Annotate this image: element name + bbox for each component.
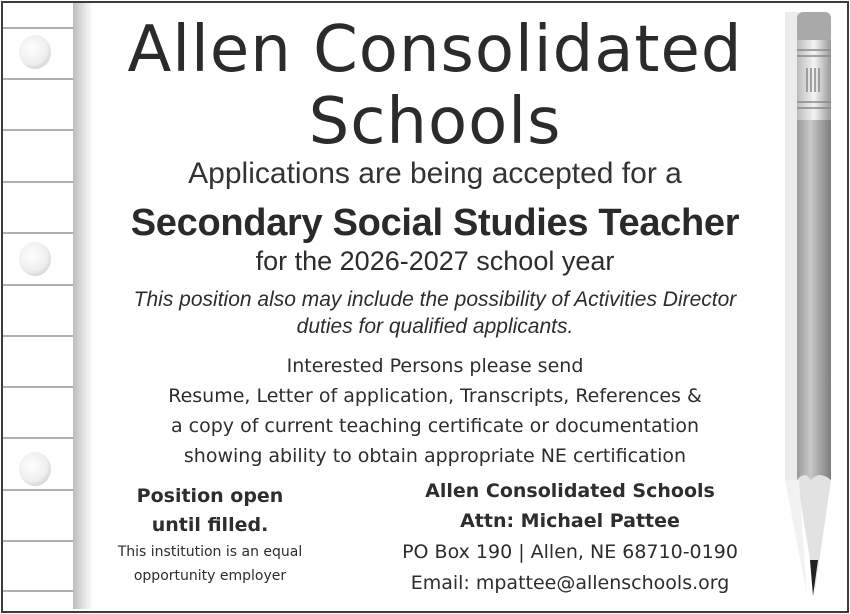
note-line2: duties for qualified applicants. [296,315,574,338]
binder-hole-icon [19,242,51,276]
contact-address: PO Box 190 | Allen, NE 68710-0190 [402,541,738,563]
send-line4: showing ability to obtain appropriate NE certification [183,445,687,467]
binder-hole-icon [19,35,51,69]
contact-attn: Attn: Michael Pattee [460,510,680,532]
eoe-line1: This institution is an equal [117,544,303,560]
note-line1: This position also may include the possibility of Activities Director [133,288,737,311]
send-line2: Resume, Letter of application, Transcripts, References & [168,385,702,407]
contact-email[interactable]: Email: mpattee@allenschools.org [410,572,730,594]
title-line2: Schools [308,85,562,159]
binder-hole-icon [19,452,51,486]
pencil-icon [785,10,833,600]
send-line1: Interested Persons please send [286,355,584,377]
position-open-line1: Position open [136,485,284,507]
position-title: Secondary Social Studies Teacher [130,202,740,244]
contact-org: Allen Consolidated Schools [425,480,715,502]
send-line3: a copy of current teaching certificate or documentation [170,415,699,437]
position-open-line2: until filled. [151,514,269,536]
intro-text: Applications are being accepted for a [188,157,682,190]
school-year: for the 2026-2027 school year [255,246,615,276]
title-line1: Allen Consolidated [127,13,743,87]
eoe-line2: opportunity employer [133,568,287,584]
